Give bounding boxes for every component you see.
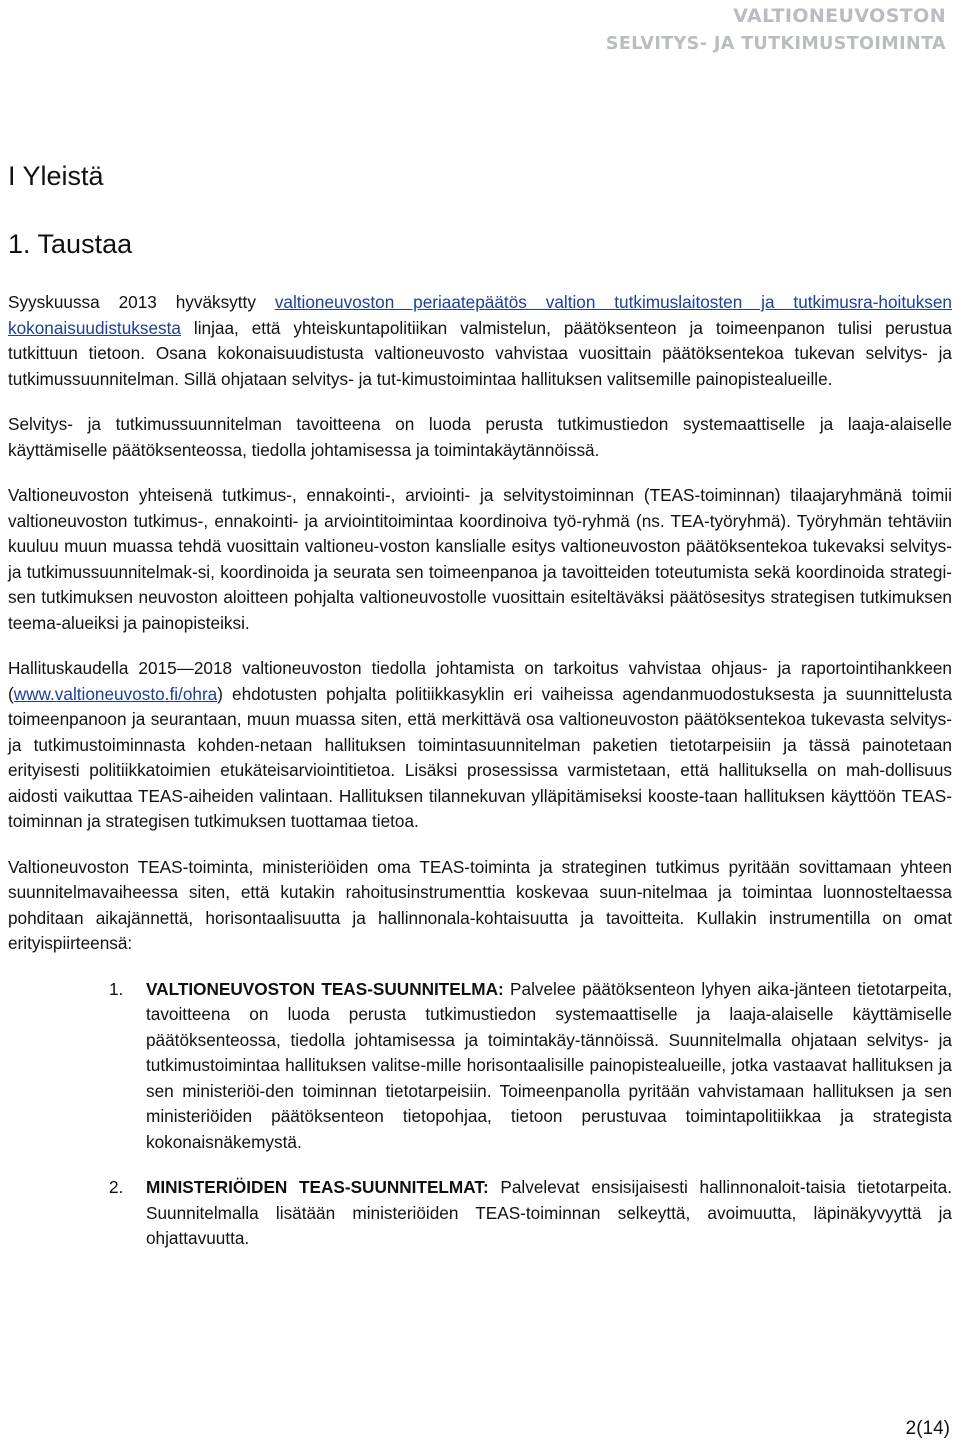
instrument-list (8, 977, 952, 1252)
paragraph-1 (8, 290, 952, 392)
page-number: 2(14) (905, 1418, 950, 1439)
list-item-text: Palvelee päätöksenteon lyhyen aika-jänteen tietotarpeita, tavoitteena on luoda perusta tutkimustiedon systemaattiselle ja laaja-alaiselle käyttämiselle päätöksenteossa, tiedolla johtamisessa ja toimintakäy-tännöissä. Suunnitelmalla ohjataan selvitys- ja tutkimustoimintaa hallituksen valitse-mille horisontaalisille painopistealueille, jotka vastaavat hallituksen ja sen ministeriöi-den toiminnan tietotarpeisiin. Toimeenpanolla pyritään vahvistamaan hallituksen ja sen ministeriöiden päätöksenteon tietopohjaa, tietoon perustuvaa toimintapolitiikkaa ja strategista kokonaisnäkemystä. (146, 978, 952, 1152)
subsection-title: 1. Taustaa (8, 229, 133, 259)
paragraph-1-rest: linjaa, että yhteiskuntapolitiikan valmistelun, päätöksenteon ja toimeenpanon tulisi perustua tutkittuun tietoon. Osana kokonaisuudistusta valtioneuvosto vahvistaa vuosittain päätöksentekoa tukevan selvitys- ja tutkimussuunnitelman. Sillä ohjataan selvitys- ja tut-kimustoimintaa hallituksen valitsemille painopistealueille. (8, 317, 952, 389)
brand-line-1: VALTIONEUVOSTON (733, 5, 946, 27)
paragraph-5: Valtioneuvoston TEAS-toiminta, ministeriöiden oma TEAS-toiminta ja strateginen tutkimus pyritään sovittamaan yhteen suunnitelmavaiheessa siten, että kutakin rahoitusinstrumenttia koskevaa suun-nitelmaa ja toimintaa luonnosteltaessa pohditaan aikajännettä, horisontaalisuutta ja hallinnonala-kohtaisuutta ja tavoitteita. Kullakin instrumentilla on omat erityispiirteensä: (8, 856, 952, 953)
list-item-term: MINISTERIÖIDEN TEAS-SUUNNITELMAT: (146, 1177, 489, 1197)
brand-line-2: SELVITYS- JA TUTKIMUSTOIMINTA (605, 34, 946, 54)
organization-brand (606, 2, 946, 58)
paragraph-4-rest: ) ehdotusten pohjalta politiikkasyklin eri vaiheissa agendanmuodostuksesta ja suunnittelusta toimeenpanoon ja seurantaan, muun muassa siten, että merkittävä osa valtioneuvoston päätöksentekoa tukevasta selvitys- ja tutkimustoiminnasta kohden-netaan hallituksen toimintasuunnitelman paketien tietotarpeisiin ja tässä painotetaan erityisesti politiikkatoimien etukäteisarviointitietoa. Lisäksi prosessissa varmistetaan, että hallituksella on mah-dollisuus aidosti vaikuttaa TEAS-aiheiden valintaan. Hallituksen tilannekuvan ylläpitämiseksi kooste-taan hallituksen käyttöön TEAS-toiminnan ja strategisen tutkimuksen tuottamaa tietoa. (8, 683, 952, 831)
list-item (8, 977, 952, 1156)
paragraph-2: Selvitys- ja tutkimussuunnitelman tavoitteena on luoda perusta tutkimustiedon systemaattiselle ja laaja-alaiselle käyttämiselle päätöksenteossa, tiedolla johtamisessa ja toimintakäytännöissä. (8, 414, 952, 460)
list-item-term: VALTIONEUVOSTON TEAS-SUUNNITELMA: (146, 978, 504, 999)
ohra-link[interactable]: www.valtioneuvosto.fi/ohra (13, 683, 218, 704)
list-item-number: 2. (109, 1177, 124, 1197)
document-body (8, 150, 952, 1252)
list-item-number: 1. (109, 978, 124, 999)
paragraph-4 (8, 656, 952, 835)
list-item-text: Palvelevat ensisijaisesti hallinnonaloit-taisia tietotarpeita. Suunnitelmalla lisätään ministeriöiden TEAS-toiminnan selkeyttä, avoimuutta, läpinäkyvyyttä ja ohjattavuutta. (146, 1177, 952, 1248)
paragraph-4-lead: Hallituskaudella 2015—2018 valtioneuvoston tiedolla johtamista on tarkoitus vahvistaa ohjaus- ja raportointihankkeen ( (8, 658, 952, 704)
paragraph-3: Valtioneuvoston yhteisenä tutkimus-, ennakointi-, arviointi- ja selvitystoiminnan (TEAS-toiminnan) tilaajaryhmänä toimii valtioneuvoston tutkimus-, ennakointi- ja arviointitoimintaa koordinoiva työ-ryhmä (ns. TEA-työryhmä). Työryhmän tehtäviin kuuluu muun muassa tehdä vuosittain valtioneu-voston kanslialle esitys valtioneuvoston päätöksentekoa tukevaksi selvitys- ja tutkimussuunnitelmak-si, koordinoida ja seurata sen toimeenpanoa ja tavoitteiden toteutumista sekä koordinoida strategi-sen tutkimuksen neuvoston aloitteen pohjalta valtioneuvostolle vuosittain esiteltäväksi päätösesitys strategisen tutkimuksen teema-alueiksi ja painopisteiksi. (8, 485, 952, 633)
resolution-link[interactable]: valtioneuvoston periaatepäätös valtion tutkimuslaitosten ja tutkimusra-hoituksen kokonaisuudistuksesta (8, 292, 952, 338)
paragraph-1-lead: Syyskuussa 2013 hyväksytty (8, 292, 275, 312)
section-title: I Yleistä (8, 161, 104, 191)
list-item (8, 1175, 952, 1252)
